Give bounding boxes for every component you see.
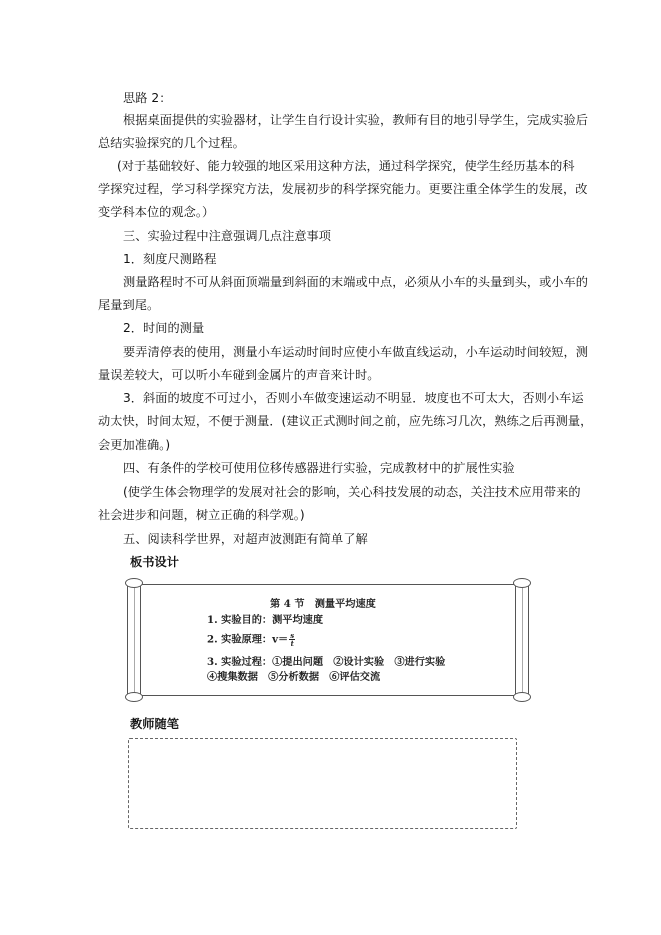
formula-denominator: t (290, 639, 294, 648)
paragraph: 总结实验探究的几个过程。 (98, 136, 245, 150)
teacher-notes-box (128, 738, 517, 829)
section-heading: 四、有条件的学校可使用位移传感器进行实验，完成教材中的扩展性实验 (123, 461, 515, 475)
paragraph: 量误差较大，可以听小车碰到金属片的声音来计时。 (98, 368, 380, 382)
principle-label: 2. 实验原理：v＝ (207, 633, 289, 646)
scroll-roller-right (513, 578, 531, 702)
paragraph: 尾量到尾。 (98, 298, 160, 312)
velocity-formula-fraction (289, 632, 295, 647)
scroll-roller-left (125, 578, 143, 702)
paragraph: 根据桌面提供的实验器材，让学生自行设计实验，教师有目的地引导学生，完成实验后 (123, 113, 589, 127)
paragraph: 学探究过程，学习科学探究方法，发展初步的科学探究能力。更要注重全体学生的发展，改 (98, 182, 588, 196)
section-heading: 三、实验过程中注意强调几点注意事项 (123, 229, 332, 243)
board-design-heading: 板书设计 (130, 555, 179, 569)
board-title: 第 4 节 测量平均速度 (270, 598, 376, 610)
subheading: 1．刻度尺测路程 (123, 252, 217, 266)
paragraph: 思路 2： (123, 91, 172, 105)
board-item-principle (207, 632, 295, 647)
subheading: 2．时间的测量 (123, 321, 205, 335)
paragraph: 会更加准确。) (98, 438, 171, 452)
paragraph: (对于基础较好、能力较强的地区采用这种方法，通过科学探究，使学生经历基本的科 (117, 159, 575, 173)
board-item-process-cont: ④搜集数据 ⑤分析数据 ⑥评估交流 (207, 671, 381, 683)
paragraph: 社会进步和问题，树立正确的科学观。) (98, 508, 305, 522)
board-item-process: 3. 实验过程：①提出问题 ②设计实验 ③进行实验 (207, 656, 446, 668)
paragraph: 变学科本位的观念。） (98, 205, 215, 219)
paragraph: 动太快，时间太短，不便于测量．(建议正式测时间之前，应先练习几次，熟练之后再测量， (98, 414, 593, 428)
paragraph: 要弄清停表的使用，测量小车运动时间时应使小车做直线运动，小车运动时间较短，测 (123, 345, 589, 359)
blackboard-scroll (125, 578, 531, 702)
board-item-purpose: 1. 实验目的：测平均速度 (207, 614, 324, 626)
section-heading: 五、阅读科学世界，对超声波测距有简单了解 (123, 532, 368, 546)
paragraph: (使学生体会物理学的发展对社会的影响，关心科技发展的动态，关注技术应用带来的 (123, 485, 581, 499)
paragraph: 3．斜面的坡度不可过小，否则小车做变速运动不明显．坡度也不可太大，否则小车运 (123, 391, 584, 405)
formula-numerator: s (290, 631, 295, 640)
paragraph: 测量路程时不可从斜面顶端量到斜面的末端或中点，必须从小车的头量到头，或小车的 (123, 275, 589, 289)
teacher-notes-heading: 教师随笔 (130, 717, 179, 731)
